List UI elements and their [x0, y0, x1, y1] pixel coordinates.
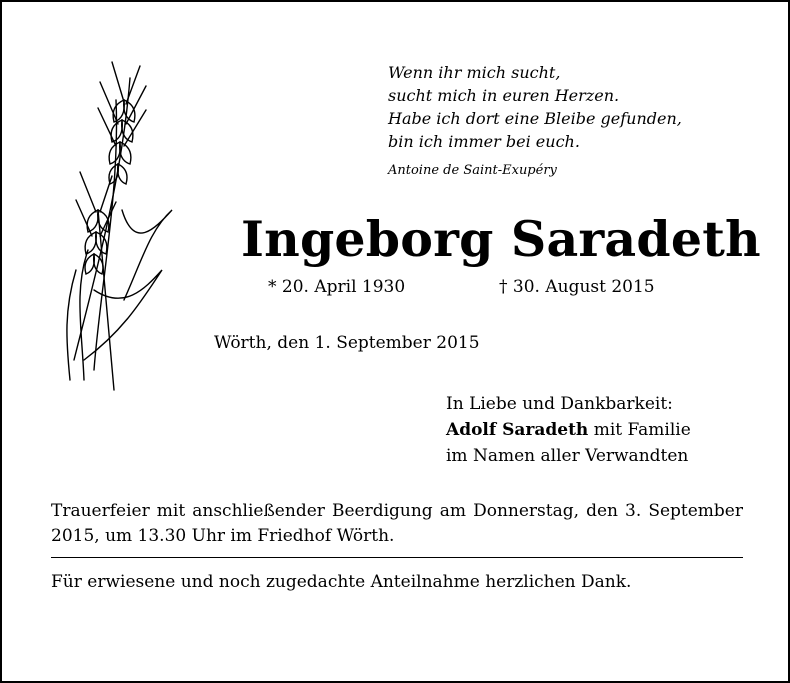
poem-line: bin ich immer bei euch. — [388, 132, 580, 151]
divider — [51, 557, 743, 558]
signature-names — [446, 417, 691, 443]
signature-primary-name: Adolf Saradeth — [446, 420, 589, 440]
poem-line: sucht mich in euren Herzen. — [388, 86, 620, 105]
signature-intro: In Liebe und Dankbarkeit: — [446, 394, 673, 414]
poem-author: Antoine de Saint-Exupéry — [388, 163, 557, 178]
thanks-note: Für erwiesene und noch zugedachte Anteilnahme herzlichen Dank. — [51, 572, 632, 592]
signature-block — [446, 391, 691, 469]
wheat-stalks-icon — [54, 60, 174, 396]
place-and-date: Wörth, den 1. September 2015 — [214, 333, 480, 353]
signature-closing: im Namen aller Verwandten — [446, 446, 689, 466]
funeral-service-info: Trauerfeier mit anschließender Beerdigung am Donnerstag, den 3. September 2015, um 13.30 Uhr im Friedhof Wörth. — [51, 501, 743, 546]
signature-name-suffix: mit Familie — [588, 420, 691, 440]
poem-line: Wenn ihr mich sucht, — [388, 63, 561, 82]
deceased-name: Ingeborg Saradeth — [241, 210, 761, 268]
death-date: † 30. August 2015 — [499, 277, 655, 297]
poem-quote — [388, 61, 682, 153]
birth-date: * 20. April 1930 — [268, 277, 406, 297]
poem-line: Habe ich dort eine Bleibe gefunden, — [388, 109, 682, 128]
